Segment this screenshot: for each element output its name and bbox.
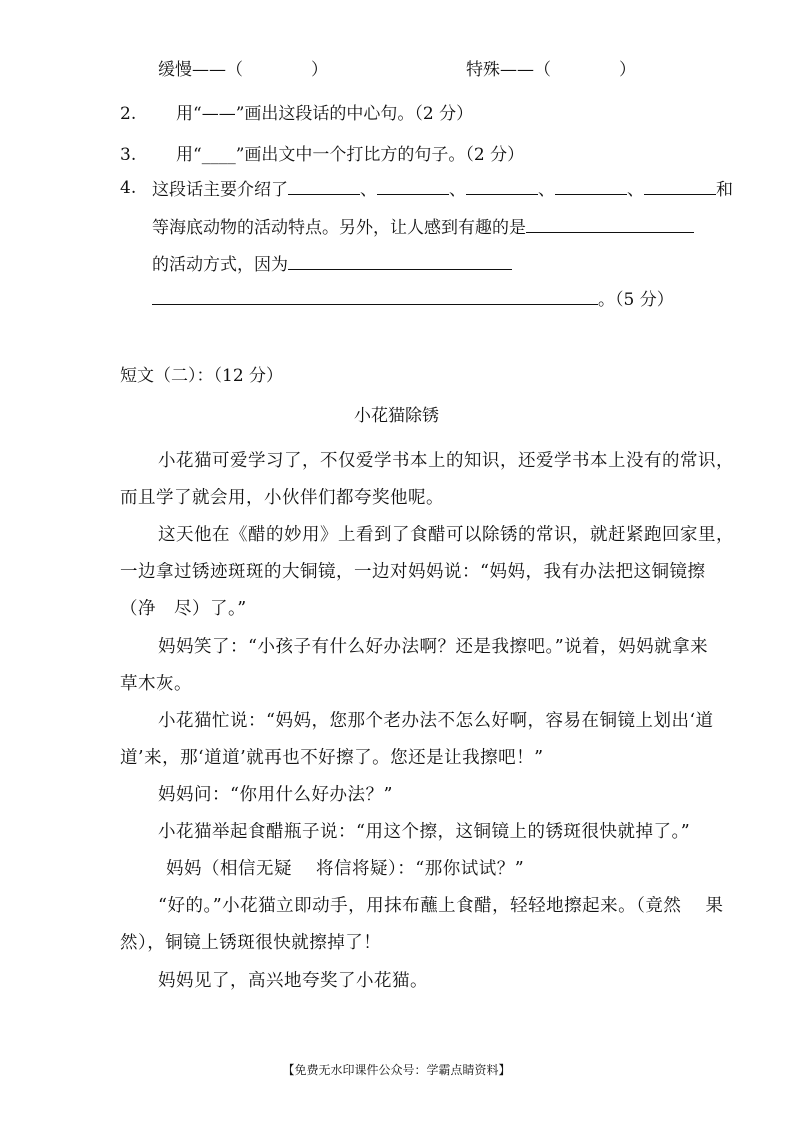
story-p8-line-1: “好的。”小花猫立即动手，用抹布蘸上食醋，轻轻地擦起来。（竟然 果 xyxy=(158,896,724,916)
question-3-text xyxy=(176,143,524,167)
question-4-score: 。（5 分） xyxy=(598,290,674,310)
story-p4-line-1: 小花猫忙说：“妈妈，您那个老办法不怎么好啊，容易在铜镜上划出‘道 xyxy=(158,711,714,731)
question-4-line-2 xyxy=(152,214,694,240)
answer-blank-4[interactable] xyxy=(555,176,627,195)
question-4-number: 4. xyxy=(120,178,137,198)
answer-blank-8[interactable] xyxy=(152,286,598,305)
answer-blank-3[interactable] xyxy=(466,176,538,195)
question-2-text: 用“——”画出这段话的中心句。（2 分） xyxy=(176,104,474,124)
story-p2-line-3: （净 尽）了。” xyxy=(120,599,247,619)
story-p3-line-1: 妈妈笑了：“小孩子有什么好办法啊？还是我擦吧。”说着，妈妈就拿来 xyxy=(158,637,709,657)
story-p6: 小花猫举起食醋瓶子说：“用这个擦，这铜镜上的锈斑很快就掉了。” xyxy=(158,822,691,842)
story-p7: 妈妈（相信无疑 将信将疑）：“那你试试？” xyxy=(166,859,525,879)
story-p9: 妈妈见了，高兴地夸奖了小花猫。 xyxy=(158,971,428,991)
story-p8-line-2: 然），铜镜上锈斑很快就擦掉了！ xyxy=(120,933,382,953)
question-3-number: 3. xyxy=(120,145,137,165)
story-title: 小花猫除锈 xyxy=(354,406,439,426)
question-4-line-4 xyxy=(152,286,674,312)
wavy-line-mark: ____ xyxy=(201,145,236,165)
question-4-and: 和 xyxy=(716,180,733,200)
synonym-item-1: 缓慢——（ ） xyxy=(158,60,328,80)
section-2-heading: 短文（二）：（12 分） xyxy=(120,366,284,386)
answer-blank-5[interactable] xyxy=(644,176,716,195)
footer-note: 【免费无水印课件公众号：学霸点睛资料】 xyxy=(282,1063,511,1077)
question-4-line-3 xyxy=(152,251,512,277)
story-p4-line-2: 道’来，那‘道道’就再也不好擦了。您还是让我擦吧！” xyxy=(120,748,544,768)
story-p1-line-1: 小花猫可爱学习了，不仅爱学书本上的知识，还爱学书本上没有的常识， xyxy=(158,451,734,471)
question-4-line-2-text: 等海底动物的活动特点。另外，让人感到有趣的是 xyxy=(152,218,526,238)
question-3-pre: 用“ xyxy=(176,145,202,165)
story-p3-line-2: 草木灰。 xyxy=(120,674,192,694)
story-p2-line-1: 这天他在《醋的妙用》上看到了食醋可以除锈的常识，就赶紧跑回家里， xyxy=(158,525,734,545)
separator: 、 xyxy=(449,180,466,200)
separator: 、 xyxy=(360,180,377,200)
question-4-pre: 这段话主要介绍了 xyxy=(152,180,288,200)
question-2-number: 2. xyxy=(120,104,137,124)
separator: 、 xyxy=(538,180,555,200)
question-4-line-1 xyxy=(152,176,733,202)
answer-blank-7[interactable] xyxy=(288,251,512,270)
question-3-post: ”画出文中一个打比方的句子。（2 分） xyxy=(235,145,525,165)
separator: 、 xyxy=(627,180,644,200)
answer-blank-1[interactable] xyxy=(288,176,360,195)
answer-blank-6[interactable] xyxy=(526,214,694,233)
story-p5: 妈妈问：“你用什么好办法？” xyxy=(158,785,393,805)
answer-blank-2[interactable] xyxy=(377,176,449,195)
story-p2-line-2: 一边拿过锈迹斑斑的大铜镜，一边对妈妈说：“妈妈，我有办法把这铜镜擦 xyxy=(120,562,706,582)
story-p1-line-2: 而且学了就会用，小伙伴们都夸奖他呢。 xyxy=(120,488,444,508)
synonym-item-2: 特殊——（ ） xyxy=(466,60,636,80)
question-4-line-3-text: 的活动方式，因为 xyxy=(152,255,288,275)
